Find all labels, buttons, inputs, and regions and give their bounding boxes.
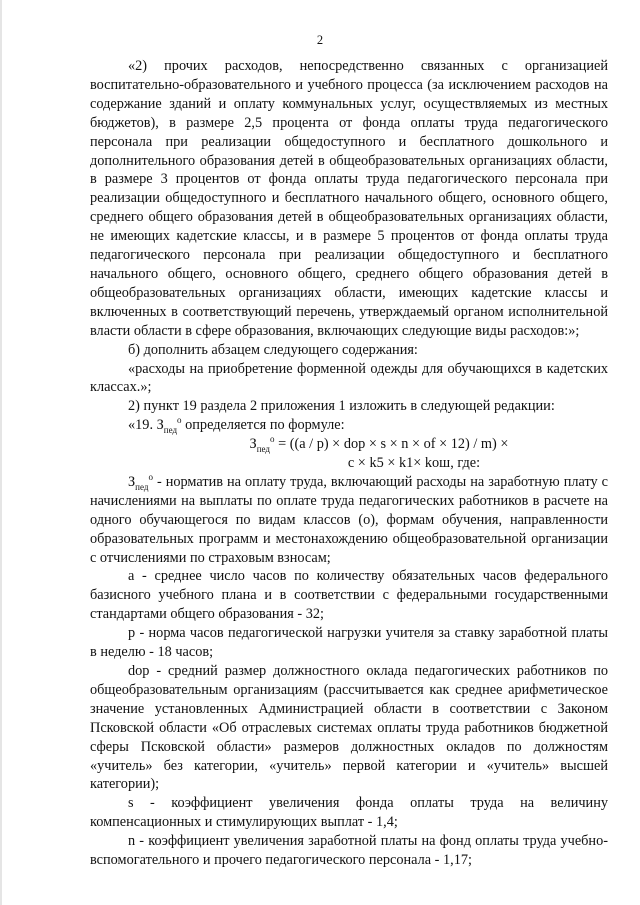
paragraph-amend-b: б) дополнить абзацем следующего содержания: [128,341,418,358]
formula-line-1: $З_{пед}^о = ((a / p)$ × dop × s × n × of × 12) / m) × [249,434,509,454]
paragraph-item-19: «19. $З_{пед}^о$ определяется по формуле: [128,415,345,436]
paragraph-definition-zped: $З_{пед}^о$ - норматив на оплату труда, включающий расходы на заработную плату с начислениями на выплаты по оплате труда педагогических работников в расчете на одного обучающегося по видам классов (о), формам обучения, направленности образовательных программ и местонахождению общеобразовательной организации с отчислениями по страховым взносам; [90,472,608,566]
document-body [90,57,608,870]
paragraph-item-2: 2) пункт 19 раздела 2 приложения 1 изложить в следующей редакции: [128,398,555,415]
paragraph-definition-a: а - среднее число часов по количеству обязательных часов федерального базисного учебного плана и в соответствии с федеральными государственными стандартами общего образования - 32; [90,568,608,623]
paragraph-other-expenses: «2) прочих расходов, непосредственно связанных с организацией воспитательно-образовательного и учебного процесса (за исключением расходов на содержание зданий и оплату коммунальных услуг, осуществляемых из местных бюджетов), в размере 2,5 процента от фонда оплаты труда педагогического персонала при реализации общедоступного и бесплатного дошкольного и дополнительного образования детей в общеобразовательных организациях области, в размере 3 процентов от фонда оплаты труда педагогического персонала при реализации общедоступного и бесплатного начального общего, основного общего, среднего общего образования детей в общеобразовательных организациях области, не имеющих кадетские классы, и в размере 5 процентов от фонда оплаты труда педагогического персонала при реализации общедоступного и бесплатного начального общего, основного общего, среднего общего образования детей в общеобразовательных организациях области, имеющих кадетские классы и включенных в соответствующий перечень, утверждаемый органом исполнительной власти области в сфере образования, включающих следующие виды расходов:»; [90,58,608,339]
paragraph-definition-p: р - норма часов педагогической нагрузки учителя за ставку заработной платы в неделю - 18 часов; [90,625,608,661]
formula-line-2: c × k5 × k1× kош, где: [347,455,481,472]
paragraph-uniform-expenses: «расходы на приобретение форменной одежды для обучающихся в кадетских классах.»; [90,360,608,396]
paragraph-definition-n: n - коэффициент увеличения заработной платы на фонд оплаты труда учебно-вспомогательного и прочего педагогического персонала - 1,17; [90,833,608,869]
paragraph-definition-s: s - коэффициент увеличения фонда оплаты труда на величину компенсационных и стимулирующих выплат - 1,4; [90,795,608,831]
paragraph-definition-dop: dop - средний размер должностного оклада педагогических работников по общеобразовательным организациям (рассчитывается как среднее арифметическое значение установленных Администрацией области в соответствии с Законом Псковской области «Об отраслевых системах оплаты труда работников бюджетной сферы Псковской области» размеров должностных окладов по должностям «учитель» без категории, «учитель» первой категории и «учитель» высшей категории); [90,663,608,793]
scan-edge [0,0,2,905]
page-number: 2 [316,33,324,47]
